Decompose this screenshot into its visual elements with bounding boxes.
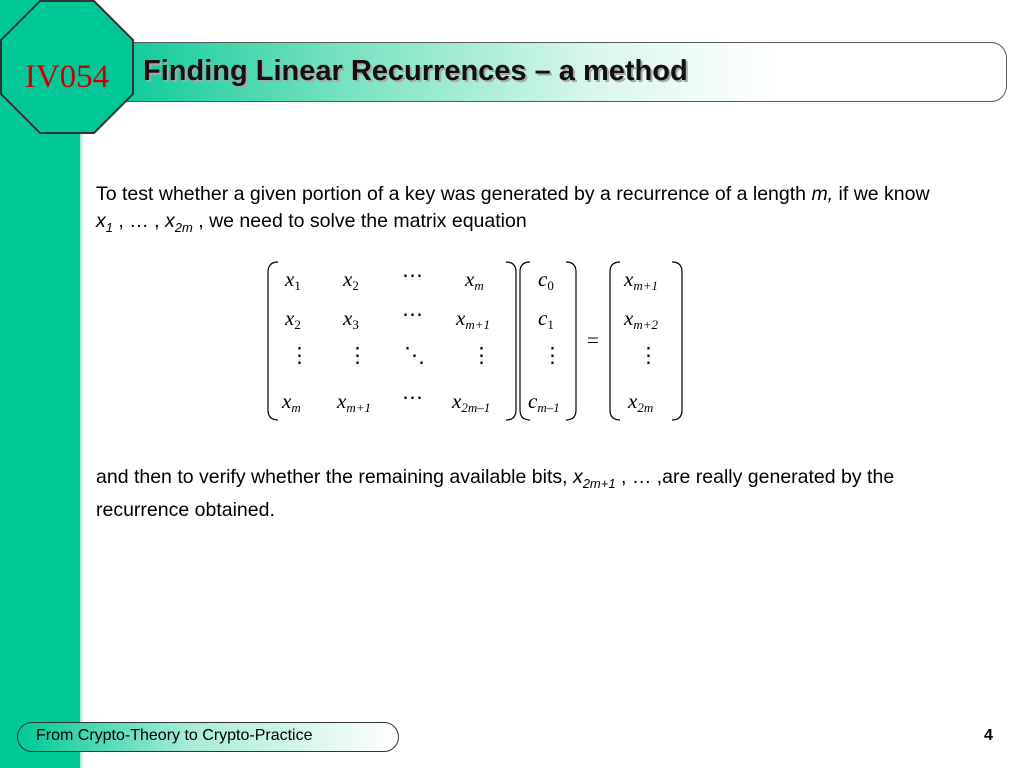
- cell-a23: ⋯: [402, 302, 423, 326]
- paragraph-verify: [96, 464, 946, 524]
- cell-a34: ⋮: [471, 343, 492, 367]
- logo-octagon: [0, 0, 134, 134]
- intro-text-3: , … ,: [112, 210, 165, 232]
- cell-r2: xm+2: [624, 306, 658, 332]
- cell-c4: cm–1: [528, 389, 560, 415]
- verify-text-2: , … ,are really generated by the recurrence obtained.: [96, 466, 895, 521]
- bracket-c-right: [566, 262, 576, 420]
- cell-a44: x2m–1: [452, 389, 491, 415]
- intro-var-x: x: [96, 210, 106, 232]
- verify-sub-2m1: 2m+1: [582, 475, 616, 491]
- cell-a22: x3: [343, 306, 359, 332]
- bracket-a-left: [268, 262, 278, 420]
- intro-text-1: To test whether a given portion of a key was generated by a recurrence of a length: [96, 183, 812, 205]
- bracket-a-right: [506, 262, 516, 420]
- logo-text: IV054: [24, 59, 110, 95]
- cell-a13: ⋯: [402, 263, 423, 287]
- cell-c3: ⋮: [542, 343, 563, 367]
- cell-a41: xm: [282, 389, 301, 415]
- intro-sub-1: 1: [105, 219, 113, 235]
- paragraph-intro: [96, 181, 946, 241]
- equals-sign: =: [587, 328, 599, 352]
- cell-a32: ⋮: [347, 343, 368, 367]
- cell-a11: x1: [285, 267, 301, 293]
- matrix-equation: [260, 256, 690, 426]
- page-number: 4: [984, 727, 993, 744]
- cell-a21: x2: [285, 306, 301, 332]
- cell-r4: x2m: [628, 389, 654, 415]
- cell-a14: xm: [465, 267, 484, 293]
- cell-a43: ⋯: [402, 385, 423, 409]
- cell-c1: c0: [538, 267, 554, 293]
- verify-text-1: and then to verify whether the remaining available bits,: [96, 466, 573, 488]
- cell-a42: xm+1: [337, 389, 371, 415]
- cell-a31: ⋮: [289, 343, 310, 367]
- cell-a33: ⋱: [404, 343, 425, 367]
- bracket-r-right: [672, 262, 682, 420]
- footer-text: From Crypto-Theory to Crypto-Practice: [36, 727, 313, 744]
- intro-text-2: if we know: [833, 183, 930, 205]
- cell-r3: ⋮: [638, 343, 659, 367]
- bracket-r-left: [610, 262, 620, 420]
- intro-var-x2: x: [165, 210, 175, 232]
- cell-a12: x2: [343, 267, 359, 293]
- intro-sub-2m: 2m: [174, 219, 193, 235]
- intro-text-4: , we need to solve the matrix equation: [192, 210, 527, 232]
- slide-title: Finding Linear Recurrences – a method: [143, 55, 688, 87]
- verify-var-x: x: [572, 466, 583, 488]
- cell-a24: xm+1: [456, 306, 490, 332]
- intro-var-m: m,: [811, 183, 834, 205]
- cell-r1: xm+1: [624, 267, 658, 293]
- cell-c2: c1: [538, 306, 554, 332]
